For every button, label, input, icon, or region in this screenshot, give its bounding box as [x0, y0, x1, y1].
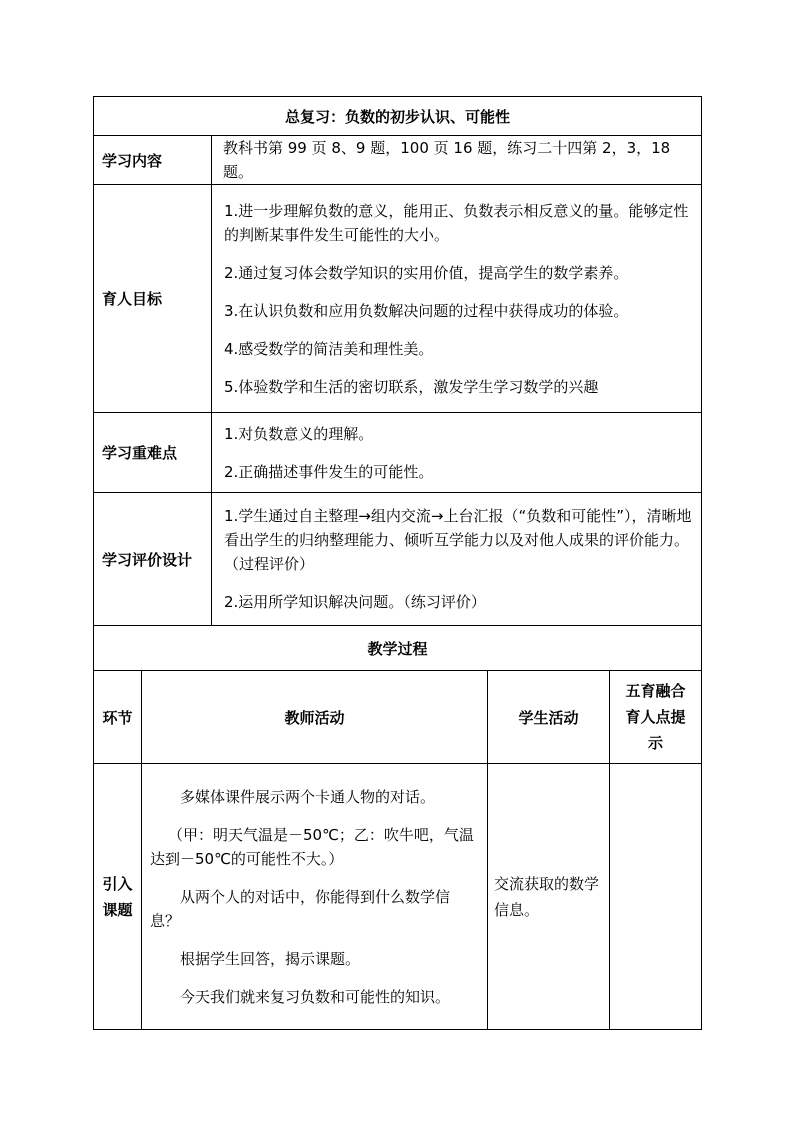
- teacher-activity-line: 多媒体课件展示两个卡通人物的对话。: [180, 787, 436, 806]
- intro-teacher: [142, 764, 488, 1030]
- evaluation-item: 1.学生通过自主整理→组内交流→上台汇报（“负数和可能性”），清晰地看出学生的归纳整理能力、倾听互学能力以及对他人成果的评价能力。（过程评价）: [224, 507, 692, 573]
- content-text: 教科书第 99 页 8、9 题，100 页 16 题，练习二十四第 2，3，18 题。: [212, 136, 702, 185]
- goal-item: 5.体验数学和生活的密切联系，激发学生学习数学的兴趣: [224, 377, 599, 396]
- teacher-activity-line: 根据学生回答，揭示课题。: [180, 949, 361, 968]
- evaluation-item: 2.运用所学知识解决问题。（练习评价）: [224, 593, 486, 611]
- key-points-text: [212, 413, 702, 493]
- key-point-item: 1.对负数意义的理解。: [224, 424, 374, 443]
- evaluation-label: 学习评价设计: [94, 493, 212, 626]
- content-row: [94, 136, 702, 185]
- teacher-activity-line: 从两个人的对话中，你能得到什么数学信息？: [150, 887, 451, 930]
- teacher-activity-line: （甲：明天气温是－50℃；乙：吹牛吧，气温达到－50℃的可能性不大。）: [150, 825, 474, 868]
- header-row: [94, 671, 702, 764]
- content-label: 学习内容: [94, 136, 212, 185]
- title-row: [94, 97, 702, 136]
- evaluation-text: [212, 493, 702, 626]
- lesson-plan: [93, 96, 701, 1030]
- intro-student: 交流获取的数学信息。: [488, 764, 610, 1030]
- key-points-label: 学习重难点: [94, 413, 212, 493]
- five-header: 五育融合育人点提示: [610, 671, 702, 764]
- goal-item: 4.感受数学的简洁美和理性美。: [224, 339, 434, 358]
- goal-item: 3.在认识负数和应用负数解决问题的过程中获得成功的体验。: [224, 301, 629, 320]
- evaluation-row: [94, 493, 702, 626]
- intro-stage: 引入课题: [94, 764, 142, 1030]
- goal-item: 2.通过复习体会数学知识的实用价值，提高学生的数学素养。: [224, 263, 629, 282]
- lesson-plan-table: [93, 96, 702, 1030]
- teacher-activity-line: 今天我们就来复习负数和可能性的知识。: [180, 987, 451, 1006]
- key-points-row: [94, 413, 702, 493]
- goal-item: 1.进一步理解负数的意义，能用正、负数表示相反意义的量。能够定性的判断某事件发生可能性的大小。: [224, 201, 689, 244]
- key-point-item: 2.正确描述事件发生的可能性。: [224, 462, 434, 481]
- process-title-row: [94, 626, 702, 671]
- goals-label: 育人目标: [94, 185, 212, 413]
- intro-five: [610, 764, 702, 1030]
- goals-text: [212, 185, 702, 413]
- lesson-title: 总复习：负数的初步认识、可能性: [94, 97, 702, 136]
- stage-header: 环节: [94, 671, 142, 764]
- goals-row: [94, 185, 702, 413]
- teacher-header: 教师活动: [142, 671, 488, 764]
- intro-row: [94, 764, 702, 1030]
- student-header: 学生活动: [488, 671, 610, 764]
- process-title: 教学过程: [94, 626, 702, 671]
